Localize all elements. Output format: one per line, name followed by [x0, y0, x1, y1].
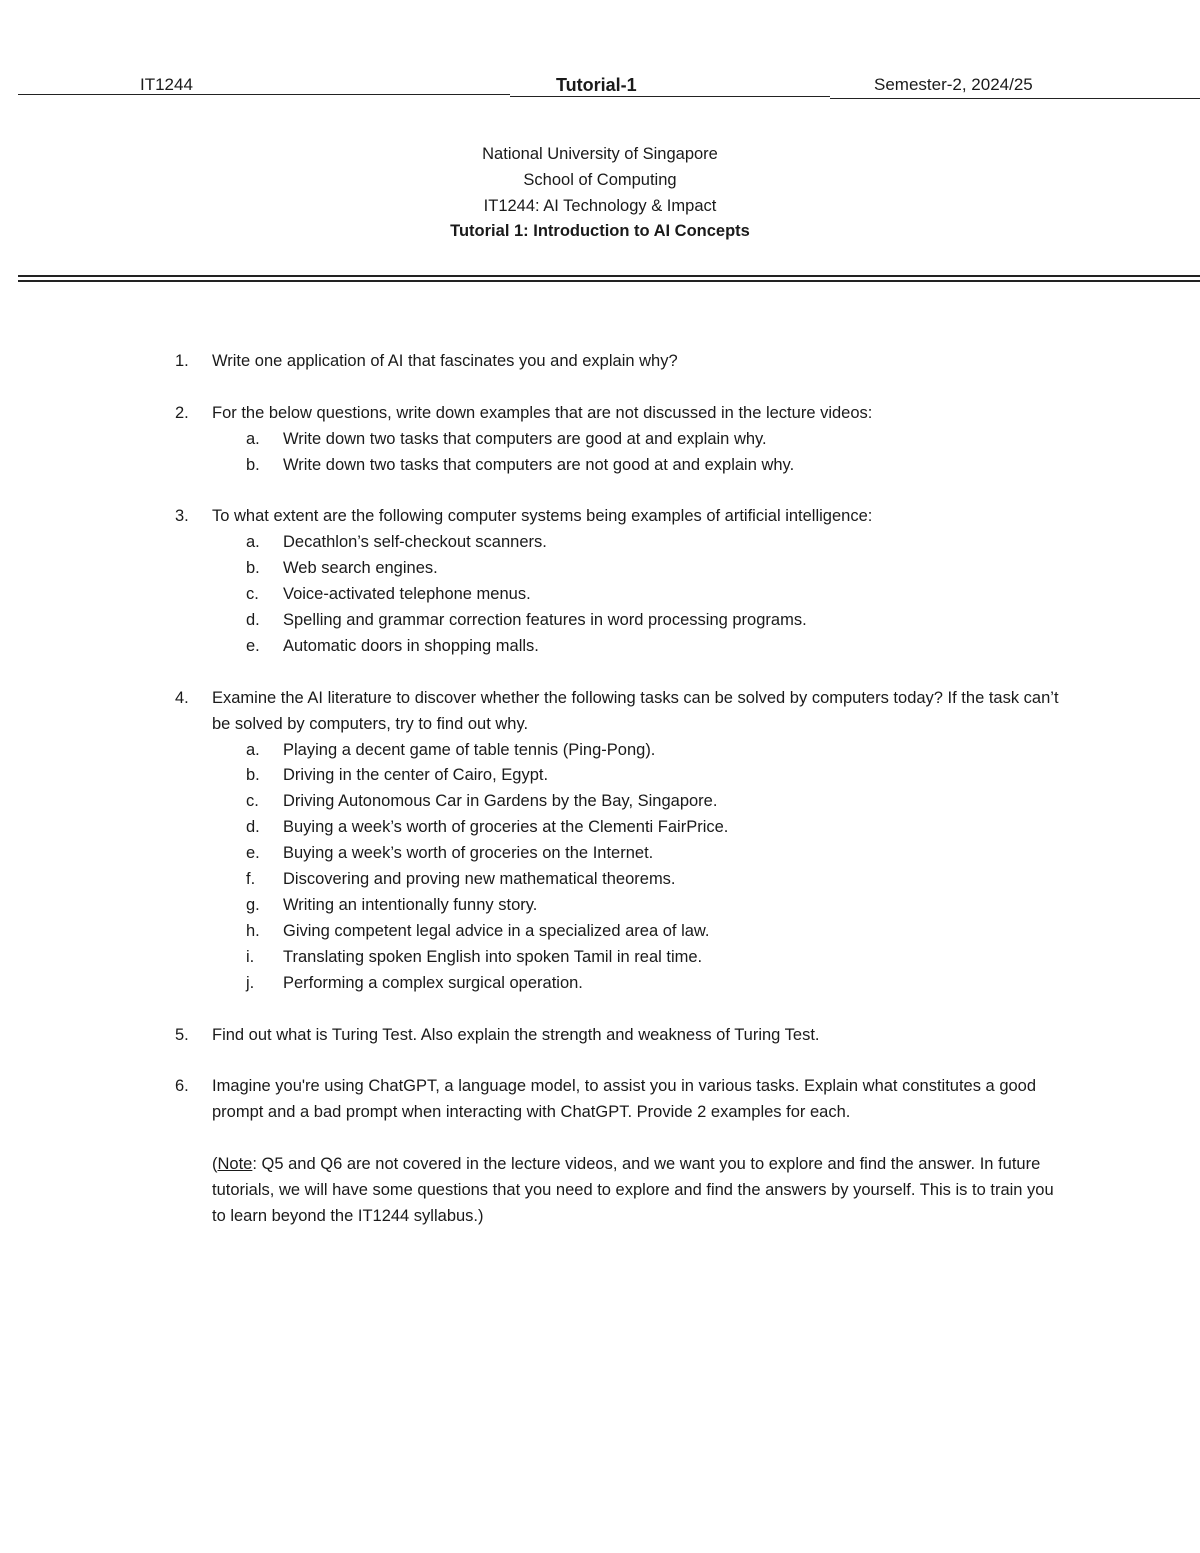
tutorial-title: Tutorial 1: Introduction to AI Concepts	[450, 222, 750, 241]
sub-item-letter: a.	[246, 533, 260, 552]
sub-item	[0, 919, 1200, 945]
sub-item-text: Spelling and grammar correction features in word processing programs.	[283, 611, 807, 630]
question-number: 1.	[175, 352, 189, 370]
sub-item-letter: e.	[246, 844, 260, 863]
header-title: Tutorial-1	[556, 75, 637, 95]
question-number: 6.	[175, 1077, 189, 1096]
question-2	[0, 401, 1200, 479]
note-open-paren: (	[212, 1155, 218, 1173]
note-body: : Q5 and Q6 are not covered in the lecture videos, and we want you to explore and find the answer. In future tutorials, we will have some questions that you need to explore and find the answers by yourself. This is to train you to learn beyond the IT1244 syllabus.)	[212, 1155, 1054, 1225]
sub-item	[0, 582, 1200, 608]
sub-item-text: Write down two tasks that computers are not good at and explain why.	[283, 455, 795, 474]
sub-item	[0, 789, 1200, 815]
school-name: School of Computing	[523, 170, 677, 189]
sub-item-letter: f.	[246, 870, 256, 889]
question-text: For the below questions, write down examples that are not discussed in the lecture videos:	[212, 403, 873, 422]
sub-item	[0, 608, 1200, 634]
sub-item	[0, 841, 1200, 867]
sub-item	[0, 867, 1200, 893]
note-label: Note	[217, 1155, 253, 1173]
sub-item-text: Discovering and proving new mathematical theorems.	[283, 870, 676, 889]
sub-item-letter: i.	[246, 947, 255, 966]
sub-item-letter: g.	[246, 895, 260, 914]
question-number: 2.	[175, 403, 189, 422]
sub-item-text: Driving in the center of Cairo, Egypt.	[283, 766, 549, 785]
header-course-code: IT1244	[140, 75, 193, 94]
sub-item-text: Writing an intentionally funny story.	[283, 895, 538, 914]
question-5	[0, 1023, 1200, 1049]
course-name: IT1244: AI Technology & Impact	[483, 196, 717, 215]
question-text: Imagine you're using ChatGPT, a language model, to assist you in various tasks. Explain what constitutes a good prompt and a bad prompt when interacting with ChatGPT. Provide 2 examples for each.	[212, 1077, 1037, 1122]
sub-item-text: Translating spoken English into spoken Tamil in real time.	[283, 947, 703, 966]
header-rule-middle	[510, 96, 830, 97]
header-rule-right	[830, 98, 1200, 99]
header-semester: Semester-2, 2024/25	[874, 75, 1033, 94]
question-number: 5.	[175, 1025, 189, 1044]
sub-item-letter: e.	[246, 636, 260, 655]
sub-item-text: Automatic doors in shopping malls.	[283, 636, 539, 655]
sub-item	[0, 893, 1200, 919]
sub-item-letter: c.	[246, 585, 259, 604]
sub-item-letter: d.	[246, 611, 260, 630]
sub-item-text: Decathlon’s self-checkout scanners.	[283, 533, 547, 552]
sub-item	[0, 971, 1200, 997]
separator-rule-top	[18, 275, 1200, 277]
question-3	[0, 504, 1200, 659]
sub-item-letter: b.	[246, 766, 260, 785]
question-text: Find out what is Turing Test. Also explain the strength and weakness of Turing Test.	[212, 1025, 820, 1044]
sub-item	[0, 453, 1200, 479]
sub-item	[0, 634, 1200, 660]
sub-item-text: Voice-activated telephone menus.	[283, 585, 531, 604]
note-paragraph	[212, 1152, 1062, 1230]
sub-item	[0, 427, 1200, 453]
sub-item	[0, 530, 1200, 556]
sub-item-letter: a.	[246, 740, 260, 759]
sub-item	[0, 556, 1200, 582]
question-1	[0, 349, 1200, 375]
sub-item-letter: b.	[246, 455, 260, 474]
sub-item-text: Web search engines.	[283, 559, 438, 578]
question-number: 3.	[175, 507, 189, 526]
sub-item-text: Giving competent legal advice in a specialized area of law.	[283, 921, 710, 940]
university-name: National University of Singapore	[482, 145, 718, 163]
sub-item-text: Performing a complex surgical operation.	[283, 973, 583, 992]
question-text: Examine the AI literature to discover whether the following tasks can be solved by computers today? If the task can’t be solved by computers, try to find out why.	[212, 688, 1059, 733]
sub-item-letter: h.	[246, 921, 260, 940]
sub-item-text: Playing a decent game of table tennis (Ping-Pong).	[283, 740, 656, 759]
sub-item-letter: c.	[246, 792, 259, 811]
sub-item-text: Buying a week’s worth of groceries on the Internet.	[283, 844, 654, 863]
sub-item-letter: b.	[246, 559, 260, 578]
question-text: Write one application of AI that fascinates you and explain why?	[212, 352, 678, 370]
header-rule-left	[18, 94, 510, 95]
question-4	[0, 686, 1200, 997]
title-block	[0, 142, 1200, 245]
sub-item	[0, 815, 1200, 841]
sub-item	[0, 945, 1200, 971]
sub-item	[0, 763, 1200, 789]
separator-rule-bottom	[18, 280, 1200, 282]
question-text: To what extent are the following computer systems being examples of artificial intelligence:	[212, 507, 873, 526]
sub-item-text: Write down two tasks that computers are good at and explain why.	[283, 429, 767, 448]
sub-item-letter: a.	[246, 429, 260, 448]
question-6	[0, 1074, 1200, 1229]
sub-item-text: Buying a week’s worth of groceries at the Clementi FairPrice.	[283, 818, 729, 837]
questions-list	[0, 349, 1200, 1256]
sub-item	[0, 738, 1200, 764]
sub-item-letter: j.	[246, 973, 255, 992]
sub-item-letter: d.	[246, 818, 260, 837]
question-number: 4.	[175, 688, 189, 707]
sub-item-text: Driving Autonomous Car in Gardens by the Bay, Singapore.	[283, 792, 718, 811]
